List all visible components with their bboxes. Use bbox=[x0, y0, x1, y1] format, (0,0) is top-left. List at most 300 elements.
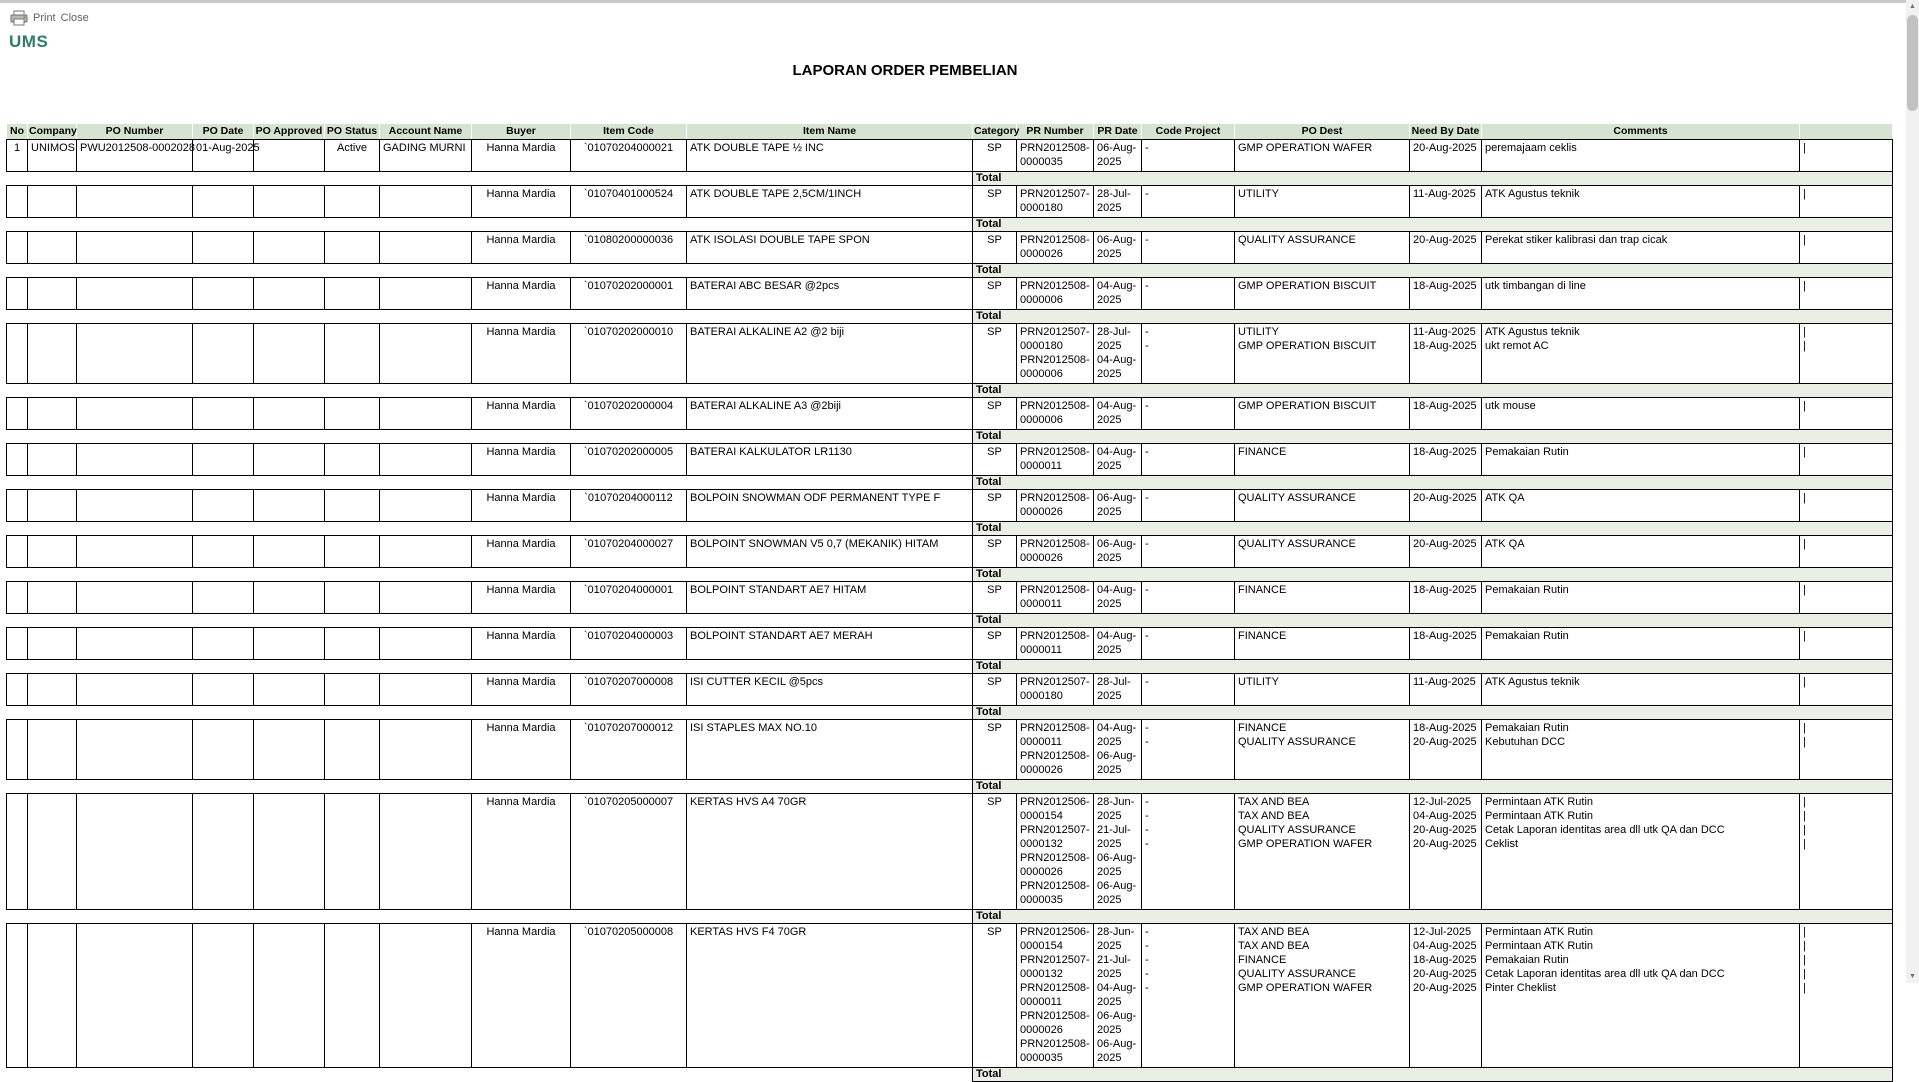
cell-po-date bbox=[193, 186, 254, 218]
cell-pr-number bbox=[1017, 924, 1094, 1068]
cell-category: SP bbox=[973, 232, 1017, 264]
cell-company bbox=[28, 582, 77, 614]
cell-code-project-line: - bbox=[1145, 810, 1149, 822]
cell-pr-number bbox=[1017, 536, 1094, 568]
cell-row-end-mark-line: | bbox=[1803, 584, 1806, 596]
cell-category: SP bbox=[973, 674, 1017, 706]
close-link[interactable]: Close bbox=[60, 12, 89, 24]
cell-po-approved bbox=[254, 674, 325, 706]
cell-pr-number-line: PRN2012508-0000011 bbox=[1020, 446, 1090, 472]
cell-item-name: KERTAS HVS F4 70GR bbox=[687, 924, 973, 1068]
column-header-po-date: PO Date bbox=[193, 124, 254, 140]
item-row bbox=[7, 536, 1893, 568]
cell-company bbox=[28, 324, 77, 384]
cell-po-number bbox=[77, 232, 193, 264]
cell-comments-line: Permintaan ATK Rutin bbox=[1485, 940, 1594, 952]
total-label: Total bbox=[973, 706, 1893, 720]
cell-row-end-mark-line: | bbox=[1803, 446, 1806, 458]
cell-po-approved bbox=[254, 628, 325, 660]
cell-pr-date bbox=[1094, 278, 1142, 310]
cell-po-dest-line: QUALITY ASSURANCE bbox=[1238, 736, 1356, 748]
cell-need-by-date-line: 18-Aug-2025 bbox=[1413, 584, 1477, 596]
cell-company bbox=[28, 186, 77, 218]
cell-po-dest-line: GMP OPERATION BISCUIT bbox=[1238, 400, 1377, 412]
cell-no: 1 bbox=[7, 140, 28, 172]
item-row bbox=[7, 490, 1893, 522]
cell-buyer: Hanna Mardia bbox=[472, 794, 571, 910]
cell-item-name: BATERAI KALKULATOR LR1130 bbox=[687, 444, 973, 476]
scroll-up-icon[interactable]: ▲ bbox=[1906, 0, 1919, 13]
cell-row-end-mark-line: | bbox=[1803, 810, 1806, 822]
cell-pr-number-line: PRN2012507-0000132 bbox=[1020, 954, 1090, 980]
cell-po-approved bbox=[254, 140, 325, 172]
printer-icon bbox=[10, 10, 28, 26]
cell-account-name bbox=[380, 186, 472, 218]
cell-pr-date bbox=[1094, 186, 1142, 218]
cell-po-status bbox=[325, 924, 380, 1068]
cell-item-name: ISI STAPLES MAX NO.10 bbox=[687, 720, 973, 780]
cell-item-code: `01070204000027 bbox=[571, 536, 687, 568]
total-row-spacer bbox=[7, 660, 973, 674]
cell-account-name bbox=[380, 794, 472, 910]
cell-po-dest-line: FINANCE bbox=[1238, 630, 1287, 642]
cell-pr-date bbox=[1094, 324, 1142, 384]
cell-category: SP bbox=[973, 536, 1017, 568]
cell-po-date bbox=[193, 398, 254, 430]
cell-item-name: ATK ISOLASI DOUBLE TAPE SPON bbox=[687, 232, 973, 264]
cell-no bbox=[7, 924, 28, 1068]
cell-po-dest-line: TAX AND BEA bbox=[1238, 940, 1310, 952]
cell-po-approved bbox=[254, 536, 325, 568]
cell-pr-date-line: 28-Jun-2025 bbox=[1097, 796, 1135, 822]
cell-pr-date bbox=[1094, 628, 1142, 660]
cell-po-approved bbox=[254, 398, 325, 430]
cell-code-project bbox=[1142, 674, 1235, 706]
cell-buyer: Hanna Mardia bbox=[472, 398, 571, 430]
cell-row-end-mark-line: | bbox=[1803, 722, 1806, 734]
cell-comments-line: peremajaam ceklis bbox=[1485, 142, 1577, 154]
cell-item-name: ATK DOUBLE TAPE 2,5CM/1INCH bbox=[687, 186, 973, 218]
cell-need-by-date bbox=[1410, 140, 1482, 172]
cell-need-by-date-line: 20-Aug-2025 bbox=[1413, 234, 1477, 246]
cell-po-status bbox=[325, 628, 380, 660]
cell-buyer: Hanna Mardia bbox=[472, 278, 571, 310]
cell-account-name bbox=[380, 490, 472, 522]
cell-po-approved bbox=[254, 720, 325, 780]
cell-pr-date bbox=[1094, 536, 1142, 568]
cell-category: SP bbox=[973, 444, 1017, 476]
cell-pr-date bbox=[1094, 444, 1142, 476]
column-header-account-name: Account Name bbox=[380, 124, 472, 140]
cell-comments-line: Ceklist bbox=[1485, 838, 1519, 850]
total-label: Total bbox=[973, 660, 1893, 674]
cell-need-by-date-line: 20-Aug-2025 bbox=[1413, 736, 1477, 748]
cell-po-dest-line: QUALITY ASSURANCE bbox=[1238, 824, 1356, 836]
total-row bbox=[7, 614, 1893, 628]
cell-item-code: `01080200000036 bbox=[571, 232, 687, 264]
cell-po-date bbox=[193, 674, 254, 706]
cell-pr-date-line: 21-Jul-2025 bbox=[1097, 954, 1131, 980]
cell-category: SP bbox=[973, 186, 1017, 218]
cell-need-by-date-line: 12-Jul-2025 bbox=[1413, 926, 1472, 938]
cell-code-project-line: - bbox=[1145, 954, 1149, 966]
report-table bbox=[6, 123, 1893, 1082]
cell-pr-date-line: 06-Aug-2025 bbox=[1097, 1038, 1137, 1064]
cell-po-number bbox=[77, 490, 193, 522]
cell-category: SP bbox=[973, 278, 1017, 310]
cell-code-project bbox=[1142, 324, 1235, 384]
cell-pr-date bbox=[1094, 720, 1142, 780]
cell-code-project bbox=[1142, 232, 1235, 264]
cell-comments bbox=[1482, 720, 1800, 780]
cell-item-name: BOLPOINT STANDART AE7 HITAM bbox=[687, 582, 973, 614]
cell-pr-date-line: 06-Aug-2025 bbox=[1097, 142, 1137, 168]
cell-pr-date bbox=[1094, 398, 1142, 430]
cell-no bbox=[7, 398, 28, 430]
cell-item-name: BATERAI ALKALINE A2 @2 biji bbox=[687, 324, 973, 384]
total-row bbox=[7, 706, 1893, 720]
cell-po-dest-line: QUALITY ASSURANCE bbox=[1238, 234, 1356, 246]
cell-pr-number-line: PRN2012507-0000180 bbox=[1020, 188, 1090, 214]
cell-po-dest-line: QUALITY ASSURANCE bbox=[1238, 492, 1356, 504]
cell-row-end-mark bbox=[1800, 232, 1893, 264]
cell-need-by-date bbox=[1410, 536, 1482, 568]
cell-code-project-line: - bbox=[1145, 676, 1149, 688]
cell-buyer: Hanna Mardia bbox=[472, 490, 571, 522]
cell-po-approved bbox=[254, 444, 325, 476]
cell-row-end-mark-line: | bbox=[1803, 982, 1806, 994]
cell-code-project-line: - bbox=[1145, 926, 1149, 938]
cell-comments bbox=[1482, 924, 1800, 1068]
cell-row-end-mark-line: | bbox=[1803, 796, 1806, 808]
cell-code-project-line: - bbox=[1145, 400, 1149, 412]
cell-pr-number-line: PRN2012506-0000154 bbox=[1020, 796, 1090, 822]
cell-account-name bbox=[380, 924, 472, 1068]
cell-no bbox=[7, 582, 28, 614]
cell-po-dest bbox=[1235, 720, 1410, 780]
print-link[interactable]: Print bbox=[33, 12, 56, 24]
cell-pr-number-line: PRN2012508-0000026 bbox=[1020, 538, 1090, 564]
cell-buyer: Hanna Mardia bbox=[472, 924, 571, 1068]
total-label: Total bbox=[973, 264, 1893, 278]
cell-code-project-line: - bbox=[1145, 940, 1149, 952]
cell-row-end-mark-line: | bbox=[1803, 676, 1806, 688]
cell-comments-line: Permintaan ATK Rutin bbox=[1485, 926, 1594, 938]
cell-pr-date bbox=[1094, 490, 1142, 522]
total-row-spacer bbox=[7, 476, 973, 490]
total-label: Total bbox=[973, 384, 1893, 398]
cell-pr-date bbox=[1094, 582, 1142, 614]
cell-need-by-date bbox=[1410, 232, 1482, 264]
cell-row-end-mark bbox=[1800, 278, 1893, 310]
cell-code-project bbox=[1142, 536, 1235, 568]
cell-item-name: BATERAI ALKALINE A3 @2biji bbox=[687, 398, 973, 430]
cell-pr-date-line: 04-Aug-2025 bbox=[1097, 354, 1137, 380]
cell-need-by-date-line: 20-Aug-2025 bbox=[1413, 968, 1477, 980]
cell-company bbox=[28, 490, 77, 522]
cell-pr-date-line: 04-Aug-2025 bbox=[1097, 630, 1137, 656]
cell-row-end-mark bbox=[1800, 582, 1893, 614]
cell-comments-line: Cetak Laporan identitas area dll utk QA dan DCC bbox=[1485, 824, 1725, 836]
cell-company bbox=[28, 444, 77, 476]
column-header-item-name: Item Name bbox=[687, 124, 973, 140]
cell-account-name bbox=[380, 278, 472, 310]
cell-row-end-mark-line: | bbox=[1803, 142, 1806, 154]
cell-po-status bbox=[325, 720, 380, 780]
cell-item-name: ISI CUTTER KECIL @5pcs bbox=[687, 674, 973, 706]
cell-po-status bbox=[325, 398, 380, 430]
cell-pr-number-line: PRN2012507-0000180 bbox=[1020, 326, 1090, 352]
item-row bbox=[7, 924, 1893, 1068]
cell-item-code: `01070207000008 bbox=[571, 674, 687, 706]
cell-po-number bbox=[77, 674, 193, 706]
total-row bbox=[7, 522, 1893, 536]
cell-po-status bbox=[325, 536, 380, 568]
cell-pr-number-line: PRN2012508-0000026 bbox=[1020, 1010, 1090, 1036]
cell-po-number bbox=[77, 536, 193, 568]
cell-buyer: Hanna Mardia bbox=[472, 628, 571, 660]
cell-po-dest bbox=[1235, 674, 1410, 706]
report-title: LAPORAN ORDER PEMBELIAN bbox=[792, 62, 1018, 79]
cell-item-name: ATK DOUBLE TAPE ½ INC bbox=[687, 140, 973, 172]
cell-row-end-mark-line: | bbox=[1803, 340, 1806, 352]
cell-category: SP bbox=[973, 628, 1017, 660]
cell-pr-date-line: 04-Aug-2025 bbox=[1097, 400, 1137, 426]
item-row bbox=[7, 720, 1893, 780]
column-header-blank bbox=[1800, 124, 1893, 140]
cell-po-date bbox=[193, 720, 254, 780]
cell-po-date bbox=[193, 628, 254, 660]
cell-pr-date-line: 04-Aug-2025 bbox=[1097, 280, 1137, 306]
cell-no bbox=[7, 186, 28, 218]
cell-need-by-date-line: 04-Aug-2025 bbox=[1413, 940, 1477, 952]
cell-comments bbox=[1482, 324, 1800, 384]
cell-no bbox=[7, 794, 28, 910]
cell-pr-date-line: 06-Aug-2025 bbox=[1097, 234, 1137, 260]
cell-po-dest-line: FINANCE bbox=[1238, 954, 1287, 966]
cell-po-date bbox=[193, 232, 254, 264]
cell-po-date bbox=[193, 924, 254, 1068]
cell-category: SP bbox=[973, 324, 1017, 384]
cell-need-by-date-line: 20-Aug-2025 bbox=[1413, 538, 1477, 550]
cell-pr-number bbox=[1017, 278, 1094, 310]
cell-buyer: Hanna Mardia bbox=[472, 186, 571, 218]
cell-po-status bbox=[325, 278, 380, 310]
total-row bbox=[7, 476, 1893, 490]
cell-po-dest-line: UTILITY bbox=[1238, 188, 1279, 200]
cell-code-project-line: - bbox=[1145, 142, 1149, 154]
cell-code-project-line: - bbox=[1145, 538, 1149, 550]
cell-code-project-line: - bbox=[1145, 968, 1149, 980]
cell-po-status bbox=[325, 232, 380, 264]
cell-row-end-mark-line: | bbox=[1803, 736, 1806, 748]
column-header-po-approved: PO Approved bbox=[254, 124, 325, 140]
column-header-no: No bbox=[7, 124, 28, 140]
total-label: Total bbox=[973, 1068, 1893, 1082]
cell-pr-date bbox=[1094, 674, 1142, 706]
cell-code-project bbox=[1142, 794, 1235, 910]
cell-row-end-mark bbox=[1800, 490, 1893, 522]
cell-comments-line: Pemakaian Rutin bbox=[1485, 630, 1569, 642]
cell-code-project-line: - bbox=[1145, 982, 1149, 994]
cell-company bbox=[28, 232, 77, 264]
cell-category: SP bbox=[973, 398, 1017, 430]
cell-buyer: Hanna Mardia bbox=[472, 582, 571, 614]
cell-need-by-date bbox=[1410, 674, 1482, 706]
cell-code-project-line: - bbox=[1145, 188, 1149, 200]
cell-pr-date-line: 06-Aug-2025 bbox=[1097, 492, 1137, 518]
total-label: Total bbox=[973, 614, 1893, 628]
cell-pr-number-line: PRN2012508-0000011 bbox=[1020, 982, 1090, 1008]
brand-title: UMS bbox=[9, 32, 49, 51]
cell-code-project bbox=[1142, 398, 1235, 430]
cell-pr-number bbox=[1017, 720, 1094, 780]
cell-code-project bbox=[1142, 186, 1235, 218]
cell-item-code: `01070401000524 bbox=[571, 186, 687, 218]
cell-no bbox=[7, 490, 28, 522]
item-row bbox=[7, 278, 1893, 310]
cell-need-by-date-line: 18-Aug-2025 bbox=[1413, 280, 1477, 292]
cell-pr-number bbox=[1017, 398, 1094, 430]
cell-po-status bbox=[325, 490, 380, 522]
total-row-spacer bbox=[7, 910, 973, 924]
cell-code-project-line: - bbox=[1145, 796, 1149, 808]
total-row-spacer bbox=[7, 522, 973, 536]
cell-code-project-line: - bbox=[1145, 234, 1149, 246]
cell-no bbox=[7, 278, 28, 310]
cell-po-dest bbox=[1235, 794, 1410, 910]
cell-row-end-mark-line: | bbox=[1803, 492, 1806, 504]
scrollbar-thumb[interactable] bbox=[1907, 15, 1918, 111]
cell-company bbox=[28, 628, 77, 660]
vertical-scrollbar[interactable] bbox=[1906, 0, 1919, 983]
cell-po-dest-line: GMP OPERATION WAFER bbox=[1238, 838, 1373, 850]
cell-pr-number-line: PRN2012508-0000026 bbox=[1020, 492, 1090, 518]
cell-po-approved bbox=[254, 924, 325, 1068]
total-row bbox=[7, 568, 1893, 582]
total-row-spacer bbox=[7, 430, 973, 444]
cell-code-project-line: - bbox=[1145, 824, 1149, 836]
cell-code-project bbox=[1142, 582, 1235, 614]
cell-po-dest bbox=[1235, 924, 1410, 1068]
column-header-item-code: Item Code bbox=[571, 124, 687, 140]
cell-comments-line: Pemakaian Rutin bbox=[1485, 722, 1569, 734]
total-row bbox=[7, 1068, 1893, 1082]
total-label: Total bbox=[973, 310, 1893, 324]
cell-pr-date-line: 04-Aug-2025 bbox=[1097, 584, 1137, 610]
cell-pr-number bbox=[1017, 324, 1094, 384]
cell-code-project bbox=[1142, 140, 1235, 172]
cell-row-end-mark bbox=[1800, 536, 1893, 568]
cell-comments bbox=[1482, 628, 1800, 660]
cell-comments-line: Permintaan ATK Rutin bbox=[1485, 810, 1594, 822]
cell-row-end-mark-line: | bbox=[1803, 824, 1806, 836]
cell-account-name bbox=[380, 674, 472, 706]
cell-need-by-date bbox=[1410, 628, 1482, 660]
cell-code-project-line: - bbox=[1145, 584, 1149, 596]
item-row bbox=[7, 186, 1893, 218]
cell-po-date bbox=[193, 324, 254, 384]
cell-company bbox=[28, 794, 77, 910]
cell-item-code: `01070205000007 bbox=[571, 794, 687, 910]
item-row bbox=[7, 628, 1893, 660]
cell-comments bbox=[1482, 794, 1800, 910]
cell-need-by-date-line: 18-Aug-2025 bbox=[1413, 630, 1477, 642]
cell-item-code: `01070202000004 bbox=[571, 398, 687, 430]
cell-po-approved bbox=[254, 232, 325, 264]
cell-pr-date bbox=[1094, 794, 1142, 910]
cell-po-number bbox=[77, 628, 193, 660]
cell-company bbox=[28, 536, 77, 568]
cell-po-number bbox=[77, 398, 193, 430]
cell-row-end-mark-line: | bbox=[1803, 234, 1806, 246]
cell-need-by-date-line: 20-Aug-2025 bbox=[1413, 142, 1477, 154]
cell-no bbox=[7, 324, 28, 384]
cell-row-end-mark bbox=[1800, 924, 1893, 1068]
item-row bbox=[7, 582, 1893, 614]
cell-code-project bbox=[1142, 278, 1235, 310]
cell-po-number bbox=[77, 186, 193, 218]
total-label: Total bbox=[973, 476, 1893, 490]
cell-comments-line: ATK Agustus teknik bbox=[1485, 326, 1580, 338]
cell-comments-line: ATK QA bbox=[1485, 492, 1525, 504]
cell-comments bbox=[1482, 140, 1800, 172]
cell-po-number bbox=[77, 324, 193, 384]
cell-po-status bbox=[325, 794, 380, 910]
cell-need-by-date bbox=[1410, 582, 1482, 614]
cell-comments-line: Kebutuhan DCC bbox=[1485, 736, 1566, 748]
cell-pr-number bbox=[1017, 444, 1094, 476]
total-row bbox=[7, 218, 1893, 232]
cell-pr-number bbox=[1017, 674, 1094, 706]
cell-item-code: `01070202000001 bbox=[571, 278, 687, 310]
cell-account-name bbox=[380, 582, 472, 614]
cell-po-status bbox=[325, 324, 380, 384]
cell-pr-number-line: PRN2012507-0000180 bbox=[1020, 676, 1090, 702]
item-row bbox=[7, 140, 1893, 172]
cell-row-end-mark bbox=[1800, 444, 1893, 476]
total-row-spacer bbox=[7, 264, 973, 278]
cell-row-end-mark-line: | bbox=[1803, 968, 1806, 980]
cell-account-name bbox=[380, 536, 472, 568]
cell-code-project-line: - bbox=[1145, 280, 1149, 292]
cell-item-name: BOLPOIN SNOWMAN ODF PERMANENT TYPE F bbox=[687, 490, 973, 522]
cell-po-status bbox=[325, 444, 380, 476]
cell-po-dest-line: TAX AND BEA bbox=[1238, 810, 1310, 822]
cell-pr-date bbox=[1094, 140, 1142, 172]
cell-buyer: Hanna Mardia bbox=[472, 232, 571, 264]
total-label: Total bbox=[973, 780, 1893, 794]
cell-code-project bbox=[1142, 720, 1235, 780]
cell-category: SP bbox=[973, 924, 1017, 1068]
cell-account-name: GADING MURNI bbox=[380, 140, 472, 172]
cell-po-dest-line: FINANCE bbox=[1238, 584, 1287, 596]
cell-po-dest bbox=[1235, 232, 1410, 264]
cell-pr-date-line: 28-Jul-2025 bbox=[1097, 188, 1131, 214]
cell-need-by-date-line: 18-Aug-2025 bbox=[1413, 340, 1477, 352]
cell-pr-date-line: 06-Aug-2025 bbox=[1097, 880, 1137, 906]
cell-pr-date-line: 06-Aug-2025 bbox=[1097, 1010, 1137, 1036]
cell-po-dest-line: QUALITY ASSURANCE bbox=[1238, 968, 1356, 980]
cell-pr-number bbox=[1017, 232, 1094, 264]
cell-code-project-line: - bbox=[1145, 492, 1149, 504]
cell-item-code: `01070204000003 bbox=[571, 628, 687, 660]
cell-po-approved bbox=[254, 582, 325, 614]
cell-row-end-mark bbox=[1800, 674, 1893, 706]
cell-po-number bbox=[77, 794, 193, 910]
cell-po-date bbox=[193, 490, 254, 522]
scroll-down-icon[interactable]: ▼ bbox=[1906, 970, 1919, 983]
